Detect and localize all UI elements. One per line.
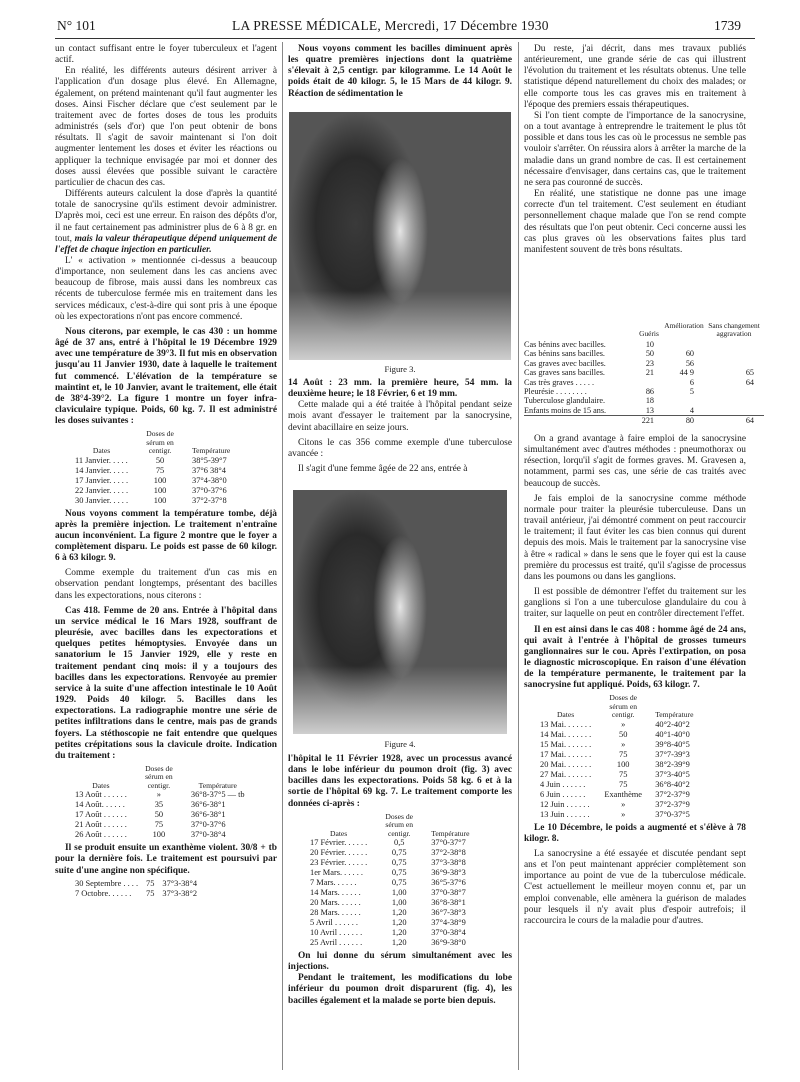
column-divider [282,42,283,1070]
column-header: Amélioration [664,321,704,330]
figure-caption: Figure 4. [384,739,416,749]
paragraph: Nous voyons comment la température tombe, déjà après la première injection. Le traitement n'entraîne aucun inconvénient. La figure 2 montre que le foyer a complètement disparu. Le poids est passe de 60 kilogr. 6 à 63 kilogr. 9. [55,508,277,564]
column-header: Température [198,780,237,790]
paragraph: Nous citerons, par exemple, le cas 430 : un homme âgé de 37 ans, entré à l'hôpital le 19 Décembre 1929 avec une température de 39°3. Il fut mis en observation jusqu'au 11 Janvier 1930, date à laquelle le traitement fut commencé. L'élévation de la température se maintint et, le 10 Janvier, avant le traitement, elle était de 38°4-39°2. La figure 1 montre un foyer infra-claviculaire typique. Poids, 60 kg. 7. Il est administré les doses suivantes : [55,326,277,427]
table-row: Cas bénins avec bacilles. 10 [524,340,654,349]
table-row: 23 Février. . . . . . 0,75 37°3-38°8 [310,858,466,867]
table-row: Cas graves avec bacilles. 23 56 [524,358,694,368]
column-divider [518,42,519,1070]
column-header: Dates [92,446,111,456]
paragraph: Comme exemple du traitement d'un cas mis en observation pendant longtemps, présentant des bacilles dans les expectorations, nous citerons : [55,568,277,601]
treatment-table-5 [536,694,697,819]
column-2 [288,44,512,100]
figure-caption: Figure 3. [384,364,416,374]
column-header: Doses de sérum en centigr. [385,811,414,838]
table-row: 13 Mai. . . . . . . » 40°2-40°2 [540,719,690,729]
column-3 [524,44,746,256]
column-1 [55,44,277,899]
column-header: Doses de sérum en centigr. [145,763,173,790]
table-row: 7 Octobre. . . . . . 75 37°3-38°2 [75,888,198,898]
column-header: Température [192,446,231,456]
table-row: 10 Avril . . . . . . 1,20 37°0-38°4 [310,928,466,937]
table-row: 5 Avril . . . . . . 1,20 37°4-38°9 [310,918,466,927]
paragraph: Je fais emploi de la sanocrysine comme méthode normale pour traiter la pleurésie tuberculeuse. Dans un travail antérieur, j'ai démontré comment on peut raccourcir le traitement; il faut éviter les cas bien connus qui durent depuis des mois. Mais le traitement par la sanocrysine vise à être « radical » dans le sens que le foyer qui est la cause première du processus est traité, qu'il s'agisse de processus dans les poumons ou dans les ganglions. [524,493,746,582]
paragraph: La sanocrysine a été essayée et discutée pendant sept ans et l'on peut maintenant apprécier complètement son importance au point de vue de la tuberculose médicale. C'est actuellement le meilleur moyen connu et, par un emploi convenable, elle amènera la guérison de malades pour lesquels il n'y avait plus d'espoir autrefois; il raccourcira le cours de la maladie pour d'autres. [524,848,746,926]
paragraph: 14 Août : 23 mm. la première heure, 54 mm. la deuxième heure; le 18 Février, 6 et 19 mm. [288,378,512,400]
table-row: 11 Janvier. . . . . 50 38°5-39°7 [75,455,227,465]
paragraph: Du reste, j'ai décrit, dans mes travaux publiés antérieurement, une grande série de cas qui illustrent l'évolution du traitement et les résultats obtenus. Une telle statistique dépend naturellement du choix des malades; or elle comporte tous les cas graves mis en traitement à l'époque des premiers essais thérapeutiques. [524,44,746,110]
column-header: Sans changement aggravation [708,321,760,338]
page-number: 1739 [714,18,741,33]
paragraph: On lui donne du sérum simultanément avec les injections. [288,951,512,973]
column-header: Guéris [639,329,659,338]
table-row: Pleurésie . . . . . . . . 86 5 [524,387,694,397]
table-row: Cas très graves . . . . . 6 64 [524,377,754,387]
treatment-table-2 [71,765,249,840]
paragraph: Différents auteurs calculent la dose d'après la quantité totale de sanocrysine qu'ils estiment devoir administrer. D'après moi, ceci est une erreur. En raison des dépôts d'or, il ne faut certainement pas administrer plus de 6 à 8 gr. en tout, mais la valeur thérapeutique dépend uniquement de l'effet de chaque injection en particulier. [55,189,277,255]
table-row: 12 Juin . . . . . . » 37°2-37°9 [540,799,690,809]
table-row: 14 Janvier. . . . . 75 37°6 38°4 [75,465,226,475]
paragraph: un contact suffisant entre le foyer tuberculeux et l'agent actif. [55,44,277,66]
column-header: Température [655,710,694,720]
table-row: 14 Mars. . . . . . 1,00 37°0-38°7 [310,888,466,897]
table-row: 7 Mars. . . . . . 0,75 36°5-37°6 [310,878,466,887]
table-row: 20 Mai. . . . . . . 100 38°2-39°9 [540,759,690,769]
column-header: Doses de sérum en centigr. [609,693,637,720]
issue-number: N° 101 [57,18,96,33]
table-row: 30 Septembre . . . . 75 37°3-38°4 [75,878,198,888]
paragraph: Il se produit ensuite un exanthème violent. 30/8 + tb pour la dernière fois. Le traitement est poursuivi par suite d'une angine non spécifique. [55,843,277,876]
table-row: 28 Mars. . . . . . 1,20 36°7-38°3 [310,908,466,917]
paragraph: Nous voyons comment les bacilles diminuent après les quatre premières injections dont la quatrième s'élevait à 2,5 centigr. par kilogramme. Le 14 Août le poids était de 40 kilogr. 5, le 15 Mars de 44 kilogr. 9. Réaction de sédimentation le [288,44,512,99]
treatment-table-4 [306,813,474,948]
table-row: 17 Août . . . . . . 50 36°6-38°1 [75,810,226,820]
treatment-table-1 [71,430,234,505]
table-row: 6 Juin . . . . . . Exanthème 37°2-37°9 [540,789,690,799]
column-2-middle [288,378,512,475]
table-row: 27 Mai. . . . . . . 75 37°3-40°5 [540,769,690,779]
statistics-table [524,322,764,426]
journal-title: LA PRESSE MÉDICALE, Mercredi, 17 Décembre 1930 [232,18,549,33]
column-2-bottom [288,754,512,1007]
paragraph: En réalité, les différents auteurs désirent arriver à l'application d'un dosage plus élevé. En Allemagne, également, on prétend maintenant qu'il faut augmenter les doses. Ainsi Fischer déclare que c'est seulement par le traitement avec de fortes doses de tous les produits administrés (sels d'or) que l'on peut obtenir de bons résultats. Il s'agit de savoir maintenant si l'on doit augmenter lentement les doses et éviter les réactions ou appliquer la technique envisagée par moi et donner des doses aussi élevées que possible suivant le caractère particulier de chacun des cas. [55,66,277,188]
paragraph: L' « activation » mentionnée ci-dessus a beaucoup d'importance, non seulement dans les cas anciens avec beaucoup de fibrose, mais aussi dans les nombreux cas récents de tuberculose fermée mis en traitement dans les services médicaux, c'est-à-dire qui sont pris à une époque où les expectorations n'ont pas encore commencé. [55,255,277,322]
table-row: 26 Août . . . . . . 100 37°0-38°4 [75,830,226,840]
table-row: Cas bénins sans bacilles. 50 60 [524,349,694,359]
paragraph: Cette malade qui a été traitée à l'hôpital pendant seize mois avant d'essayer le traitement par la sanocrysine, devint abacillaire en seize jours. [288,400,512,433]
table-row: 25 Avril . . . . . . 1,20 36°9-38°0 [310,938,466,947]
table-row: 20 Mars. . . . . . 1,00 36°8-38°1 [310,898,466,907]
table-row: 15 Mai. . . . . . . » 39°8-40°5 [540,739,690,749]
table-row: 21 Août . . . . . . 75 37°0-37°6 [75,820,226,830]
header-rule [55,38,755,39]
table-row: 13 Août . . . . . . » 36°8-37°5 — tb [75,790,245,800]
paragraph: Si l'on tient compte de l'importance de la sanocrysine, on a tout avantage à entreprendre le traitement le plus tôt possible et dans tous les cas où le processus ne semble pas vouloir s'arrêter. On réussira alors à arrêter la marche de la maladie dans un grand nombre de cas. Il est certainement nécessaire d'envisager, dans certains cas, que le traitement ne sera pas couronné de succès. [524,110,746,188]
xray-figure-4 [293,490,507,734]
table-row: 14 Mai. . . . . . . 50 40°1-40°0 [540,729,690,739]
paragraph: Citons le cas 356 comme exemple d'une tuberculose avancée : [288,437,512,459]
column-header: Dates [556,710,575,720]
paragraph: Il s'agit d'une femme âgée de 22 ans, entrée à [298,464,468,475]
table-row: 17 Février. . . . . . 0,5 37°0-37°7 [310,838,466,847]
column-3-lower [524,434,746,927]
table-row: 20 Février. . . . . . 0,75 37°2-38°8 [310,848,466,857]
paragraph: Il en est ainsi dans le cas 408 : homme âgé de 24 ans, qui avait à l'entrée à l'hôpital de grosses tumeurs ganglionnaires sur le cou. Après l'extirpation, on posa le diagnostic microscopique. En raison d'une élévation de la température permanente, le traitement par la sanocrysine fut appliqué. Poids, 63 kilogr. 7. [524,624,746,691]
table-row: Cas graves sans bacilles. 21 44 9 65 [524,368,754,378]
table-row: 13 Juin . . . . . . » 37°0-37°5 [540,809,690,819]
paragraph: Il est possible de démontrer l'effet du traitement sur les ganglions si l'on a une tuberculose glandulaire du cou à traiter, sur laquelle on peut en contrôler directement l'effet. [524,587,746,620]
table-total-row: 221 80 64 [524,415,764,425]
table-row: 1er Mars. . . . . . 0,75 36°9-38°3 [310,868,466,877]
paragraph: Le 10 Décembre, le poids a augmenté et s'élève à 78 kilogr. 8. [524,822,746,844]
table-row: 17 Mai. . . . . . . 75 37°7-39°3 [540,749,690,759]
xray-figure-3 [289,112,511,360]
table-row: 14 Août. . . . . . 35 36°6-38°1 [75,800,226,810]
paragraph: En réalité, une statistique ne donne pas une image correcte d'un tel traitement. C'est seulement en étudiant personnellement chaque malade que l'on se rend compte des résultats que l'on peut obtenir. Ceci concerne aussi les cas plus graves où les observations faites plus tard manifestent souvent de très bons résultats. [524,189,746,255]
table-row: 17 Janvier. . . . . 100 37°4-38°0 [75,475,227,485]
table-row: Enfants moins de 15 ans. 13 4 [524,405,694,415]
treatment-table-3 [71,879,201,899]
column-header: Dates [329,828,348,838]
column-header: Dates [92,780,110,790]
paragraph: Cas 418. Femme de 20 ans. Entrée à l'hôpital dans un service médical le 16 Mars 1928, souffrant de pleurésie, avec bacilles dans les expectorations et quelques petites hémoptysies. Envoyée dans un sanatorium le 15 Janvier 1929, elle y reste en traitement pendant cinq mois: il y a toujours des bacilles dans les expectorations. Renvoyée au premier service à la suite d'une affection intestinale le 10 Août 1929. Poids 40 kilogr. 5. Bacilles dans les expectorations. La radiographie montre une série de petites infiltrations dans le centre, mais pas de grands foyers. La stéthoscopie ne fait entendre que quelques petites crépitations sous la clavicule droite. Indication du traitement : [55,605,277,761]
table-row: 4 Juin . . . . . . 75 36°8-40°2 [540,779,690,789]
table-row: Tuberculose glandulaire. 18 [524,396,654,406]
paragraph: Pendant le traitement, les modifications du lobe inférieur du poumon droit disparurent (fig. 4), les bacilles également et la malade se porte bien depuis. [288,973,512,1006]
column-header: Température [431,828,470,838]
table-row: 30 Janvier. . . . . 100 37°2-37°8 [75,495,227,505]
table-row: 22 Janvier. . . . . 100 37°0-37°6 [75,485,227,495]
paragraph: l'hôpital le 11 Février 1928, avec un processus avancé dans le lobe inférieur du poumon droit (fig. 3) avec bacilles dans les expectorations. Poids 58 kg. 6 et à la sortie de l'hôpital 69 kg. 7. Le traitement comporte les données ci-après : [288,754,512,809]
paragraph: On a grand avantage à faire emploi de la sanocrysine simultanément avec d'autres méthodes : pneumothorax ou résection, lorqu'il s'agit de formes graves. M. Gravesen a, notamment, parmi ses cas, une série de cas traités avec beaucoup de succès. [524,434,746,489]
column-header: Doses de sérum en centigr. [146,429,174,456]
